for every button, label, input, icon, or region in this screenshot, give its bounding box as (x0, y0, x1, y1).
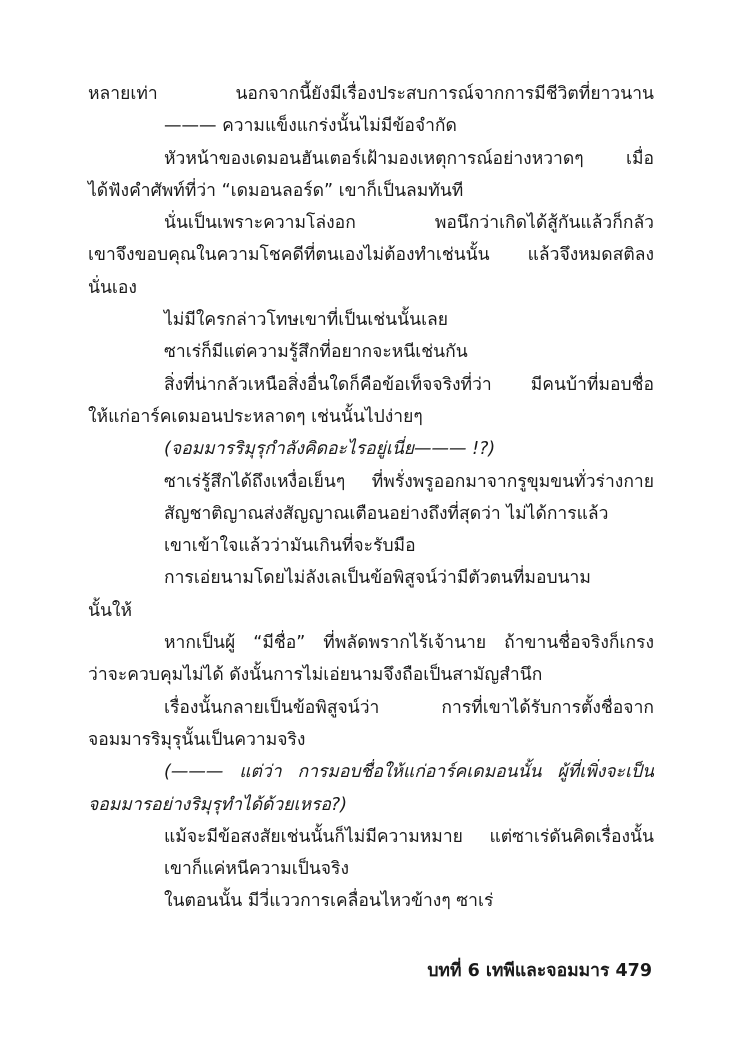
text-line: เขาก็แค่หนีความเป็นจริง (164, 859, 349, 880)
page-footer: บทที่ 6 เทพีและจอมมาร 479 (427, 961, 652, 981)
text-line: สิ่งที่น่ากลัวเหนือสิ่งอื่นใดก็คือข้อเท็จจริงที่ว่า มีคนบ้าที่มอบชื่อ (164, 374, 654, 395)
text-line: ว่าจะควบคุมไม่ได้ ดังนั้นการไม่เอ่ยนามจึงถือเป็นสามัญสำนึก (88, 665, 543, 686)
text-line: นั่นเป็นเพราะความโล่งอก พอนึกว่าเกิดได้สู้กันแล้วก็กลัว (164, 213, 654, 234)
text-line: จอมมารริมุรุนั้นเป็นความจริง (88, 729, 306, 750)
text-line: เรื่องนั้นกลายเป็นข้อพิสูจน์ว่า การที่เขาได้รับการตั้งชื่อจาก (164, 697, 654, 718)
text-line: เขาจึงขอบคุณในความโชคดีที่ตนเองไม่ต้องทำเช่นนั้น แล้วจึงหมดสติลง (88, 245, 654, 266)
text-line: หลายเท่า นอกจากนี้ยังมีเรื่องประสบการณ์จากการมีชีวิตที่ยาวนาน (88, 84, 654, 104)
page-body (88, 78, 654, 918)
text-line: จอมมารอย่างริมุรุทำได้ด้วยเหรอ?) (88, 794, 348, 815)
text-line: สัญชาติญาณส่งสัญญาณเตือนอย่างถึงที่สุดว่า ไม่ได้การแล้ว (164, 503, 609, 524)
text-line: ให้แก่อาร์คเดมอนประหลาดๆ เช่นนั้นไปง่ายๆ (88, 406, 423, 427)
text-line: ซาเร่รู้สึกได้ถึงเหงื่อเย็นๆ ที่พรั่งพรูออกมาจากรูขุมขนทั่วร่างกาย (164, 471, 654, 492)
text-line: ——— ความแข็งแกร่งนั้นไม่มีข้อจำกัด (164, 116, 457, 137)
text-line: ซาเร่ก็มีแต่ความรู้สึกที่อยากจะหนีเช่นกัน (164, 342, 468, 363)
text-line: ไม่มีใครกล่าวโทษเขาที่เป็นเช่นนั้นเลย (164, 310, 449, 331)
text-line: นั่นเอง (88, 277, 137, 298)
text-line: แม้จะมีข้อสงสัยเช่นนั้นก็ไม่มีความหมาย แต่ซาเร่ดันคิดเรื่องนั้น (164, 826, 654, 847)
text-line: (จอมมารริมุรุกำลังคิดอะไรอยู่เนี่ย——— !?) (164, 439, 496, 460)
text-line: การเอ่ยนามโดยไม่ลังเลเป็นข้อพิสูจน์ว่ามีตัวตนที่มอบนาม (164, 568, 591, 589)
text-line: นั้นให้ (88, 600, 133, 621)
text-line: หากเป็นผู้ “มีชื่อ” ที่พลัดพรากไร้เจ้านาย ถ้าขานชื่อจริงก็เกรง (164, 633, 654, 654)
text-line: ในตอนนั้น มีวี่แววการเคลื่อนไหวข้างๆ ซาเร่ (164, 891, 494, 912)
text-line: หัวหน้าของเดมอนฮันเตอร์เฝ้ามองเหตุการณ์อย่างหวาดๆ เมื่อ (164, 148, 654, 169)
text-line: (——— แต่ว่า การมอบชื่อให้แก่อาร์คเดมอนนั้น ผู้ที่เพิ่งจะเป็น (164, 762, 654, 783)
text-line: เขาเข้าใจแล้วว่ามันเกินที่จะรับมือ (164, 536, 416, 557)
text-line: ได้ฟังคำศัพท์ที่ว่า “เดมอนลอร์ด” เขาก็เป็นลมทันที (88, 180, 464, 201)
